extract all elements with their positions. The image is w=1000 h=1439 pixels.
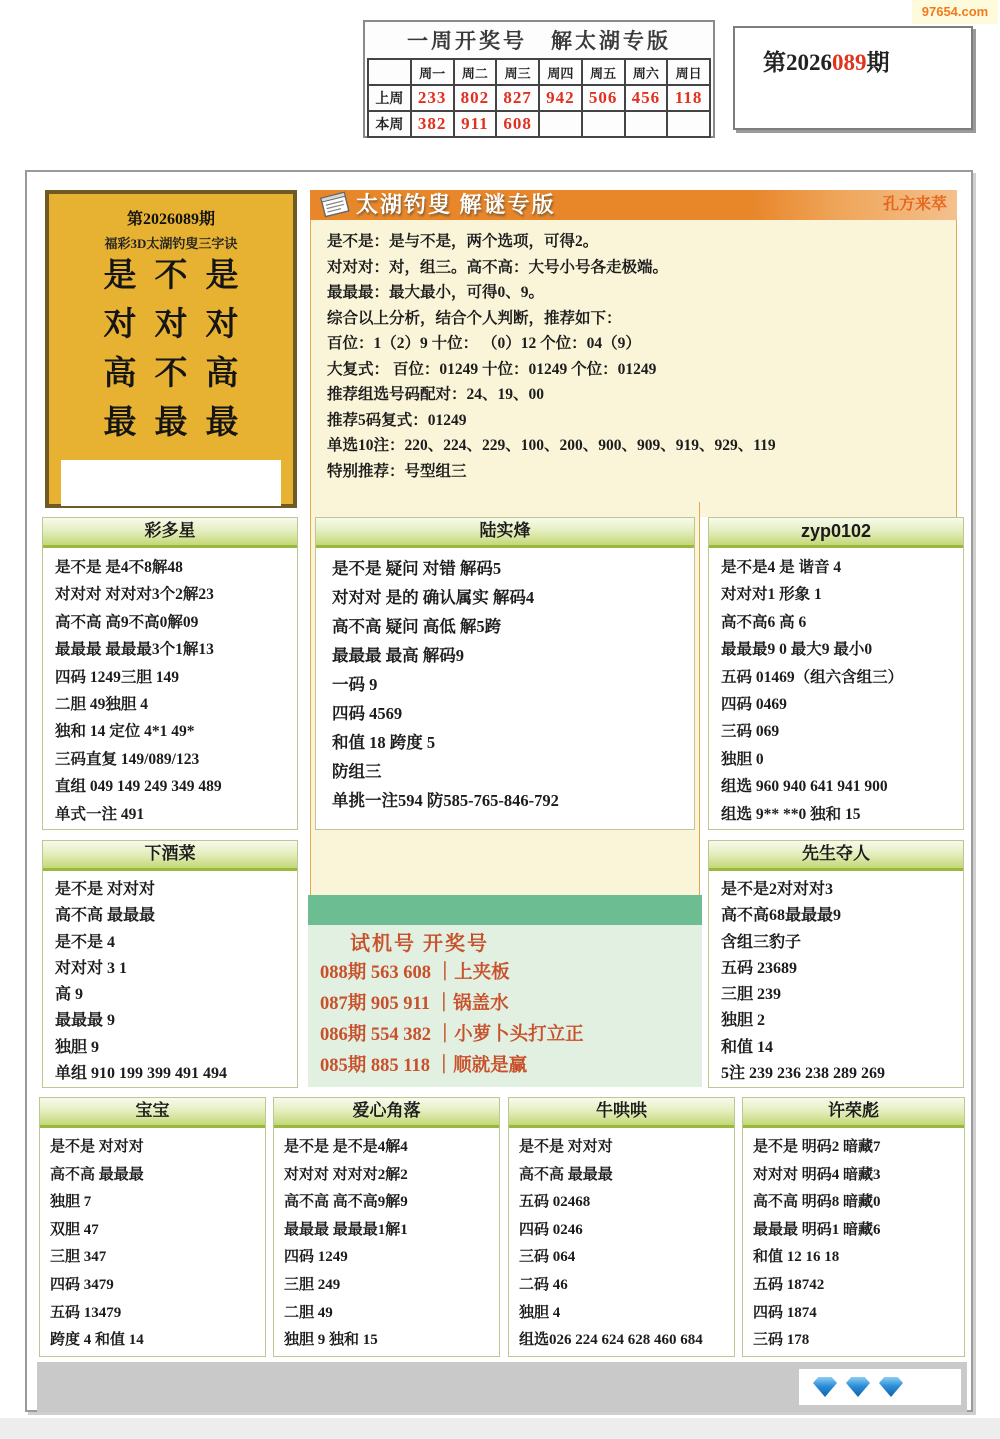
gold-riddle-panel: [45, 190, 297, 508]
panel-line: 单组 910 199 399 491 494: [55, 1065, 228, 1083]
analysis-line: 综合以上分析，结合个人判断，推荐如下：: [327, 309, 622, 327]
panel-line: 一码 9: [332, 675, 378, 694]
panel-zyp0102: [708, 517, 964, 830]
panel-line: 直组 049 149 249 349 489: [55, 778, 222, 796]
table-cell: 506: [582, 85, 625, 111]
table-cell: [667, 111, 710, 137]
test-draw-panel: [308, 895, 702, 1087]
panel-line: 对对对1 形象 1: [721, 586, 822, 604]
panel-line: 高不高 最最最: [55, 907, 156, 925]
panel-line: 三码 178: [753, 1332, 810, 1349]
panel-title: 下酒菜: [43, 841, 297, 871]
panel-caiduoxing: [42, 517, 298, 830]
gold-subtitle: 福彩3D太湖钓叟三字诀: [104, 236, 238, 251]
gold-issue: 第2026089期: [126, 211, 215, 228]
diamond-icon: [813, 1377, 837, 1397]
panel-line: 高不高6 高 6: [721, 613, 807, 631]
panel-lushifeng: [315, 517, 695, 830]
panel-line: 四码 1249三胆 149: [55, 668, 180, 686]
panel-line: 四码 0469: [721, 696, 787, 714]
taihu-header-bar: [310, 190, 957, 220]
panel-aixin: [273, 1097, 500, 1357]
panel-line: 独胆 2: [721, 1012, 766, 1030]
analysis-line: 推荐组选号码配对：24、19、00: [327, 386, 545, 403]
panel-line: 三码 069: [721, 723, 780, 741]
panel-line: 五码 13479: [50, 1304, 122, 1321]
panel-line: 单式一注 491: [55, 805, 145, 823]
panel-line: 是不是 是4不8解48: [55, 559, 183, 576]
panel-line: 高不高 高9不高0解09: [55, 613, 199, 631]
table-cell: 456: [625, 85, 668, 111]
panel-line: 是不是 对对对: [519, 1139, 613, 1155]
table-cell: 827: [496, 85, 539, 111]
panel-line: 最最最9 0 最大9 最小0: [721, 641, 873, 659]
panel-xiajiucai: [42, 840, 298, 1088]
panel-body: [40, 1128, 265, 1355]
panel-body: [43, 548, 297, 828]
issue-prefix: 第2026: [763, 50, 832, 75]
panel-line: 含组三豹子: [721, 933, 802, 951]
table-header-cell: 周四: [539, 59, 582, 85]
panel-line: 四码 1874: [753, 1304, 817, 1321]
blank-box: [61, 460, 281, 506]
panel-line: 双胆 47: [50, 1221, 99, 1238]
table-cell: 942: [539, 85, 582, 111]
table-cell: 802: [454, 85, 497, 111]
riddle-line: 对对对: [103, 307, 257, 343]
issue-number-box: [733, 26, 973, 130]
panel-line: 5注 239 236 238 289 269: [721, 1065, 886, 1083]
table-header-cell: 周三: [496, 59, 539, 85]
diamond-icon: [879, 1377, 903, 1397]
panel-line: 三胆 347: [50, 1249, 107, 1266]
analysis-line: 特别推荐：号型组三: [327, 462, 467, 480]
panel-line: 高不高 最最最: [519, 1166, 613, 1183]
main-frame: [25, 170, 973, 1412]
panel-line: 是不是2对对对3: [721, 881, 834, 898]
panel-line: 对对对 明码4 暗藏3: [753, 1166, 881, 1183]
row-label: 上周: [368, 85, 411, 111]
panel-line: 二胆 49独胆 4: [55, 696, 149, 714]
table-header-cell: 周日: [667, 59, 710, 85]
panel-line: 高不高 高不高9解9: [284, 1194, 408, 1211]
test-draw-row: 087期 905 911 ｜锅盖水: [320, 994, 509, 1014]
panel-body: [509, 1128, 734, 1355]
panel-line: 和值 14: [721, 1038, 774, 1056]
table-cell: [625, 111, 668, 137]
issue-highlight: 089: [832, 50, 867, 75]
panel-line: 三胆 249: [284, 1276, 341, 1293]
panel-line: 组选026 224 624 628 460 684: [519, 1332, 703, 1349]
table-header-cell: 周六: [625, 59, 668, 85]
analysis-line: 单选10注：220、224、229、100、200、900、909、919、929、119: [327, 437, 776, 454]
analysis-line: 对对对：对，组三。高不高：大号小号各走极端。: [327, 258, 669, 276]
panel-line: 是不是 疑问 对错 解码5: [332, 559, 502, 578]
panel-line: 三码直复 149/089/123: [55, 750, 200, 768]
panel-line: 和值 12 16 18: [753, 1249, 840, 1266]
issue-suffix: 期: [866, 50, 890, 75]
taihu-panel: [310, 190, 957, 508]
panel-line: 跨度 4 和值 14: [50, 1332, 144, 1349]
panel-line: 最最最 最高 解码9: [332, 646, 464, 665]
test-draw-header-bar: [308, 895, 702, 925]
panel-line: 是不是 4: [55, 933, 116, 951]
panel-line: 单挑一注594 防585-765-846-792: [332, 791, 559, 810]
panel-xurong: [742, 1097, 965, 1357]
panel-line: 最最最 明码1 暗藏6: [753, 1221, 881, 1238]
panel-line: 对对对 3 1: [55, 959, 128, 977]
taihu-right-label: 孔方来萃: [882, 196, 947, 213]
table-header-row: [368, 59, 710, 85]
panel-title: 陆实烽: [316, 518, 694, 548]
panel-line: 五码 01469（组六含组三）: [721, 668, 904, 686]
notepad-icon: [318, 191, 352, 219]
table-cell: [539, 111, 582, 137]
analysis-line: 是不是：是与不是，两个选项，可得2。: [327, 233, 599, 250]
table-header-cell: 周五: [582, 59, 625, 85]
panel-title: 许荣彪: [743, 1098, 964, 1128]
panel-body: [709, 871, 963, 1087]
panel-line: 三码 064: [519, 1249, 576, 1266]
footer-diamond-box: [799, 1369, 961, 1405]
panel-line: 是不是 对对对: [50, 1139, 144, 1155]
panel-line: 对对对 对对对3个2解23: [55, 586, 214, 604]
panel-line: 五码 18742: [753, 1276, 825, 1293]
row-label: 本周: [368, 111, 411, 137]
panel-niu: [508, 1097, 735, 1357]
table-header-cell: 周二: [454, 59, 497, 85]
panel-line: 四码 4569: [332, 704, 403, 723]
table-cell: 118: [667, 85, 710, 111]
panel-line: 最最最 最最最1解1: [284, 1221, 408, 1238]
panel-line: 是不是 明码2 暗藏7: [753, 1139, 881, 1155]
table-header-cell: 周一: [411, 59, 454, 85]
table-cell: 911: [454, 111, 497, 137]
test-draw-row: 085期 885 118 ｜顺就是赢: [320, 1056, 528, 1076]
table-cell: 382: [411, 111, 454, 137]
panel-body: [274, 1128, 499, 1355]
panel-body: [316, 548, 694, 815]
panel-title: zyp0102: [709, 518, 963, 548]
panel-line: 独胆 9 独和 15: [284, 1332, 378, 1349]
panel-line: 独胆 9: [55, 1038, 100, 1056]
panel-line: 五码 23689: [721, 959, 798, 977]
panel-line: 四码 3479: [50, 1276, 114, 1293]
table-header-cell: [368, 59, 411, 85]
panel-body: [43, 871, 297, 1087]
panel-line: 高不高 明码8 暗藏0: [753, 1194, 881, 1211]
panel-line: 高不高 疑问 高低 解5跨: [332, 617, 502, 636]
week-box-title: 一周开奖号 解太湖专版: [407, 29, 671, 53]
bottom-strip: [0, 1418, 1000, 1439]
panel-body: [709, 548, 963, 828]
panel-line: 组选 9** **0 独和 15: [721, 805, 861, 823]
table-cell: 233: [411, 85, 454, 111]
panel-line: 高 9: [55, 986, 84, 1004]
panel-title: 彩多星: [43, 518, 297, 548]
test-draw-row: 088期 563 608 ｜上夹板: [320, 963, 510, 983]
table-row-this-week: [368, 111, 710, 137]
week-table: [367, 58, 711, 138]
panel-line: 独和 14 定位 4*1 49*: [55, 723, 195, 741]
panel-line: 四码 0246: [519, 1221, 583, 1238]
week-results-box: [363, 20, 715, 138]
panel-line: 是不是4 是 谐音 4: [721, 559, 842, 576]
panel-line: 三胆 239: [721, 986, 782, 1004]
test-draw-title: 试机号 开奖号: [350, 933, 489, 955]
panel-line: 和值 18 跨度 5: [332, 733, 436, 752]
panel-baobao: [39, 1097, 266, 1357]
panel-title: 牛哄哄: [509, 1098, 734, 1128]
panel-line: 是不是 对对对: [55, 881, 156, 898]
panel-xiansheng: [708, 840, 964, 1088]
panel-line: 四码 1249: [284, 1249, 348, 1266]
panel-line: 独胆 4: [519, 1304, 561, 1321]
panel-line: 组选 960 940 641 941 900: [721, 778, 888, 796]
analysis-line: 推荐5码复式：01249: [327, 411, 467, 429]
panel-line: 对对对 是的 确认属实 解码4: [332, 588, 535, 607]
panel-title: 先生夺人: [709, 841, 963, 871]
panel-line: 五码 02468: [519, 1194, 591, 1211]
analysis-line: 大复式： 百位：01249 十位：01249 个位：01249: [327, 360, 657, 378]
footer-bar: [37, 1362, 967, 1412]
panel-line: 防组三: [332, 762, 382, 781]
site-watermark: 97654.com: [912, 0, 998, 24]
panel-line: 最最最 9: [55, 1012, 116, 1030]
riddle-line: 高不高: [103, 356, 257, 392]
analysis-line: 最最最：最大最小，可得0、9。: [327, 284, 545, 301]
panel-line: 高不高68最最最9: [721, 907, 842, 925]
panel-line: 最最最 最最最3个1解13: [55, 641, 214, 659]
panel-line: 对对对 对对对2解2: [284, 1166, 408, 1183]
table-cell: [582, 111, 625, 137]
riddle-line: 最最最: [103, 405, 257, 441]
analysis-line: 百位：1（2）9 十位： （0）12 个位：04（9）: [327, 335, 641, 352]
panel-line: 二胆 49: [284, 1304, 333, 1321]
table-row-last-week: [368, 85, 710, 111]
panel-body: [743, 1128, 964, 1355]
panel-line: 独胆 7: [50, 1194, 92, 1211]
taihu-analysis: [310, 220, 957, 517]
panel-title: 爱心角落: [274, 1098, 499, 1128]
test-draw-body: [308, 925, 702, 1082]
diamond-icon: [846, 1377, 870, 1397]
panel-title: 宝宝: [40, 1098, 265, 1128]
panel-line: 二码 46: [519, 1276, 568, 1293]
panel-line: 独胆 0: [721, 750, 764, 768]
test-draw-row: 086期 554 382 ｜小萝卜头打立正: [320, 1025, 584, 1045]
panel-line: 高不高 最最最: [50, 1166, 144, 1183]
riddle-line: 是不是: [103, 258, 257, 294]
taihu-title: 太湖钓叟 解谜专版: [356, 192, 556, 217]
table-cell: 608: [496, 111, 539, 137]
panel-line: 是不是 是不是4解4: [284, 1139, 408, 1155]
